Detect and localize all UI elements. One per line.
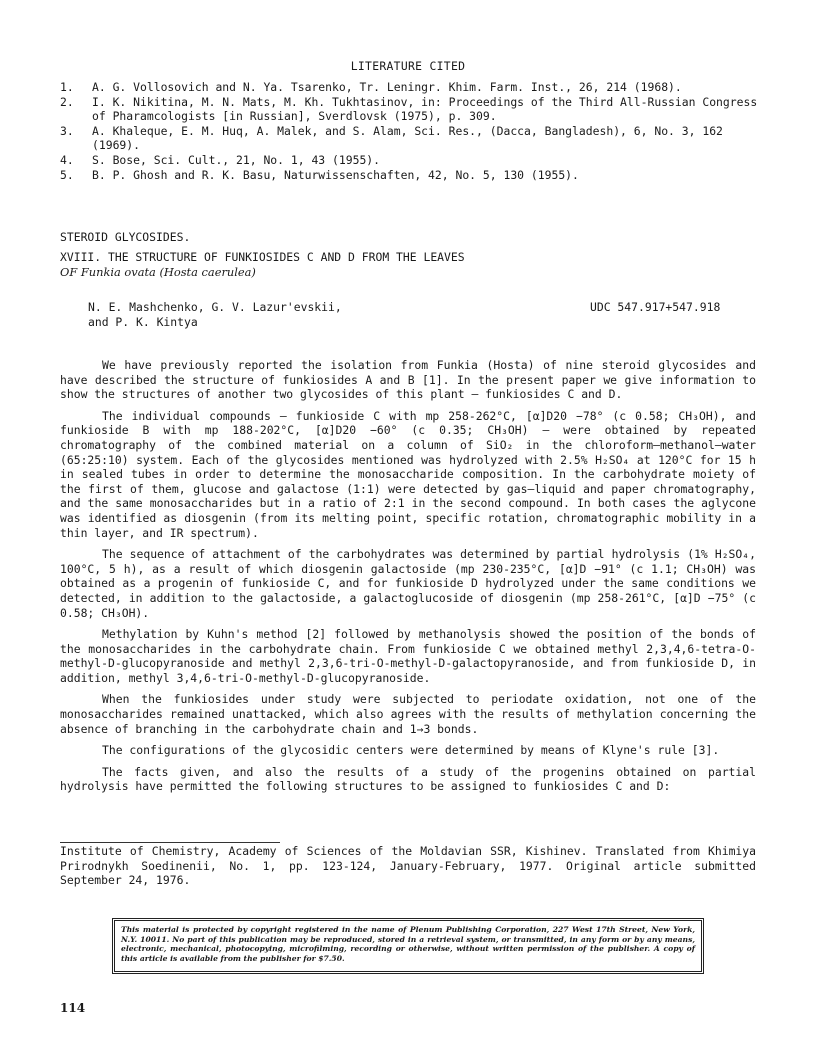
footnote-divider [60,842,280,843]
reference-item [60,80,760,95]
reference-item [60,95,760,124]
article-title-line2: OF Funkia ovata (Hosta caerulea) [60,264,256,279]
series-title: STEROID GLYCOSIDES. [60,230,191,244]
literature-cited-heading: LITERATURE CITED [350,59,466,73]
reference-number: 2. [60,94,74,109]
reference-item [60,124,760,153]
reference-list [60,80,760,182]
article-title [60,250,760,279]
authors-line2: and P. K. Kintya [88,314,198,329]
body-paragraph: The configurations of the glycosidic centers were determined by means of Klyne's rule [3]. [102,743,720,758]
body-paragraph: When the funkiosides under study were subjected to periodate oxidation, not one of the monosaccharides remained unattacked, which also agrees with the results of methylation concerning the absence of branching in the carbohydrate chain and 1→3 bonds. [60,692,756,736]
reference-text: A. Khaleque, E. M. Huq, A. Malek, and S. Alam, Sci. Res., (Dacca, Bangladesh), 6, No. 3, 162 (1969). [92,123,723,153]
reference-text: S. Bose, Sci. Cult., 21, No. 1, 43 (1955). [92,152,381,167]
authors [88,300,408,329]
reference-text: B. P. Ghosh and R. K. Basu, Naturwissenschaften, 42, No. 5, 130 (1955). [92,167,579,182]
reference-item [60,153,760,168]
page-number: 114 [60,1001,86,1015]
copyright-notice: This material is protected by copyright registered in the name of Plenum Publishing Corporation, 227 West 17th Street, New York, N.Y. 10011. No part of this publication may be reproduced, stored in a retrieval system, or transmitted, in any form or by any means, electronic, mechanical, photocopying, microfilming, recording or otherwise, without written permission of the publisher. A copy of this article is available from the publisher for $7.50. [112,918,704,974]
body-paragraph: We have previously reported the isolation from Funkia (Hosta) of nine steroid glycosides and have described the structure of funkiosides A and B [1]. In the present paper we give information to show the structures of another two glycosides of this plant — funkiosides C and D. [60,358,756,402]
footnote: Institute of Chemistry, Academy of Sciences of the Moldavian SSR, Kishinev. Translated from Khimiya Prirodnykh Soedinenii, No. 1, pp. 123-124, January-February, 1977. Original article submitted September 24, 1976. [60,844,756,888]
reference-text: A. G. Vollosovich and N. Ya. Tsarenko, Tr. Leningr. Khim. Farm. Inst., 26, 214 (1968). [92,80,682,94]
udc-code: UDC 547.917+547.918 [590,300,721,314]
body-paragraph: Methylation by Kuhn's method [2] followed by methanolysis showed the position of the bonds of the monosaccharides in the carbohydrate chain. From funkioside C we obtained methyl 2,3,4,6-tetra-O-methyl-D-glucopyranoside and methyl 2,3,6-tri-O-methyl-D-galactopyranoside, and from funkioside D, in addition, methyl 3,4,6-tri-O-methyl-D-glucopyranoside. [60,627,756,685]
body-paragraph: The individual compounds — funkioside C with mp 258-262°C, [α]D20 −78° (c 0.58; CH₃OH), and funkioside B with mp 188-202°C, [α]D20 −60° (c 0.35; CH₃OH) — were obtained by repeated chromatography of the combined material on a column of SiO₂ in the chloroform—methanol—water (65:25:10) system. Each of the glycosides mentioned was hydrolyzed with 2.5% H₂SO₄ at 120°C for 15 h in sealed tubes in order to determine the monosaccharide composition. In the carbohydrate moiety of the first of them, glucose and galactose (1:1) were detected by gas—liquid and paper chromatography, and the same monosaccharides but in a ratio of 2:1 in the second compound. In both cases the aglycone was identified as diosgenin (from its melting point, specific rotation, chromatographic mobility in a thin layer, and IR spectrum). [60,408,756,540]
body-paragraph: The facts given, and also the results of a study of the progenins obtained on partial hydrolysis have permitted the following structures to be assigned to funkiosides C and D: [60,764,756,794]
reference-number: 1. [60,80,74,94]
reference-number: 5. [60,167,74,182]
reference-text: I. K. Nikitina, M. N. Mats, M. Kh. Tukhtasinov, in: Proceedings of the Third All-Russian Congress of Pharamcologists [in Russian], Sverdlovsk (1975), p. 309. [92,94,758,124]
reference-number: 3. [60,123,74,138]
article-title-line1: XVIII. THE STRUCTURE OF FUNKIOSIDES C AND D FROM THE LEAVES [60,250,465,264]
reference-number: 4. [60,152,74,167]
reference-item [60,168,760,183]
authors-line1: N. E. Mashchenko, G. V. Lazur'evskii, [88,300,342,314]
body-paragraph: The sequence of attachment of the carbohydrates was determined by partial hydrolysis (1% H₂SO₄, 100°C, 5 h), as a result of which diosgenin galactoside (mp 230-235°C, [α]D −91° (c 1.1; CH₃OH) was obtained as a progenin of funkioside C, and for funkioside D hydrolyzed under the same conditions we detected, in addition to the galactoside, a galactoglucoside of diosgenin (mp 258-261°C, [α]D −75° (c 0.58; CH₃OH). [60,547,756,620]
article-body [60,358,756,801]
